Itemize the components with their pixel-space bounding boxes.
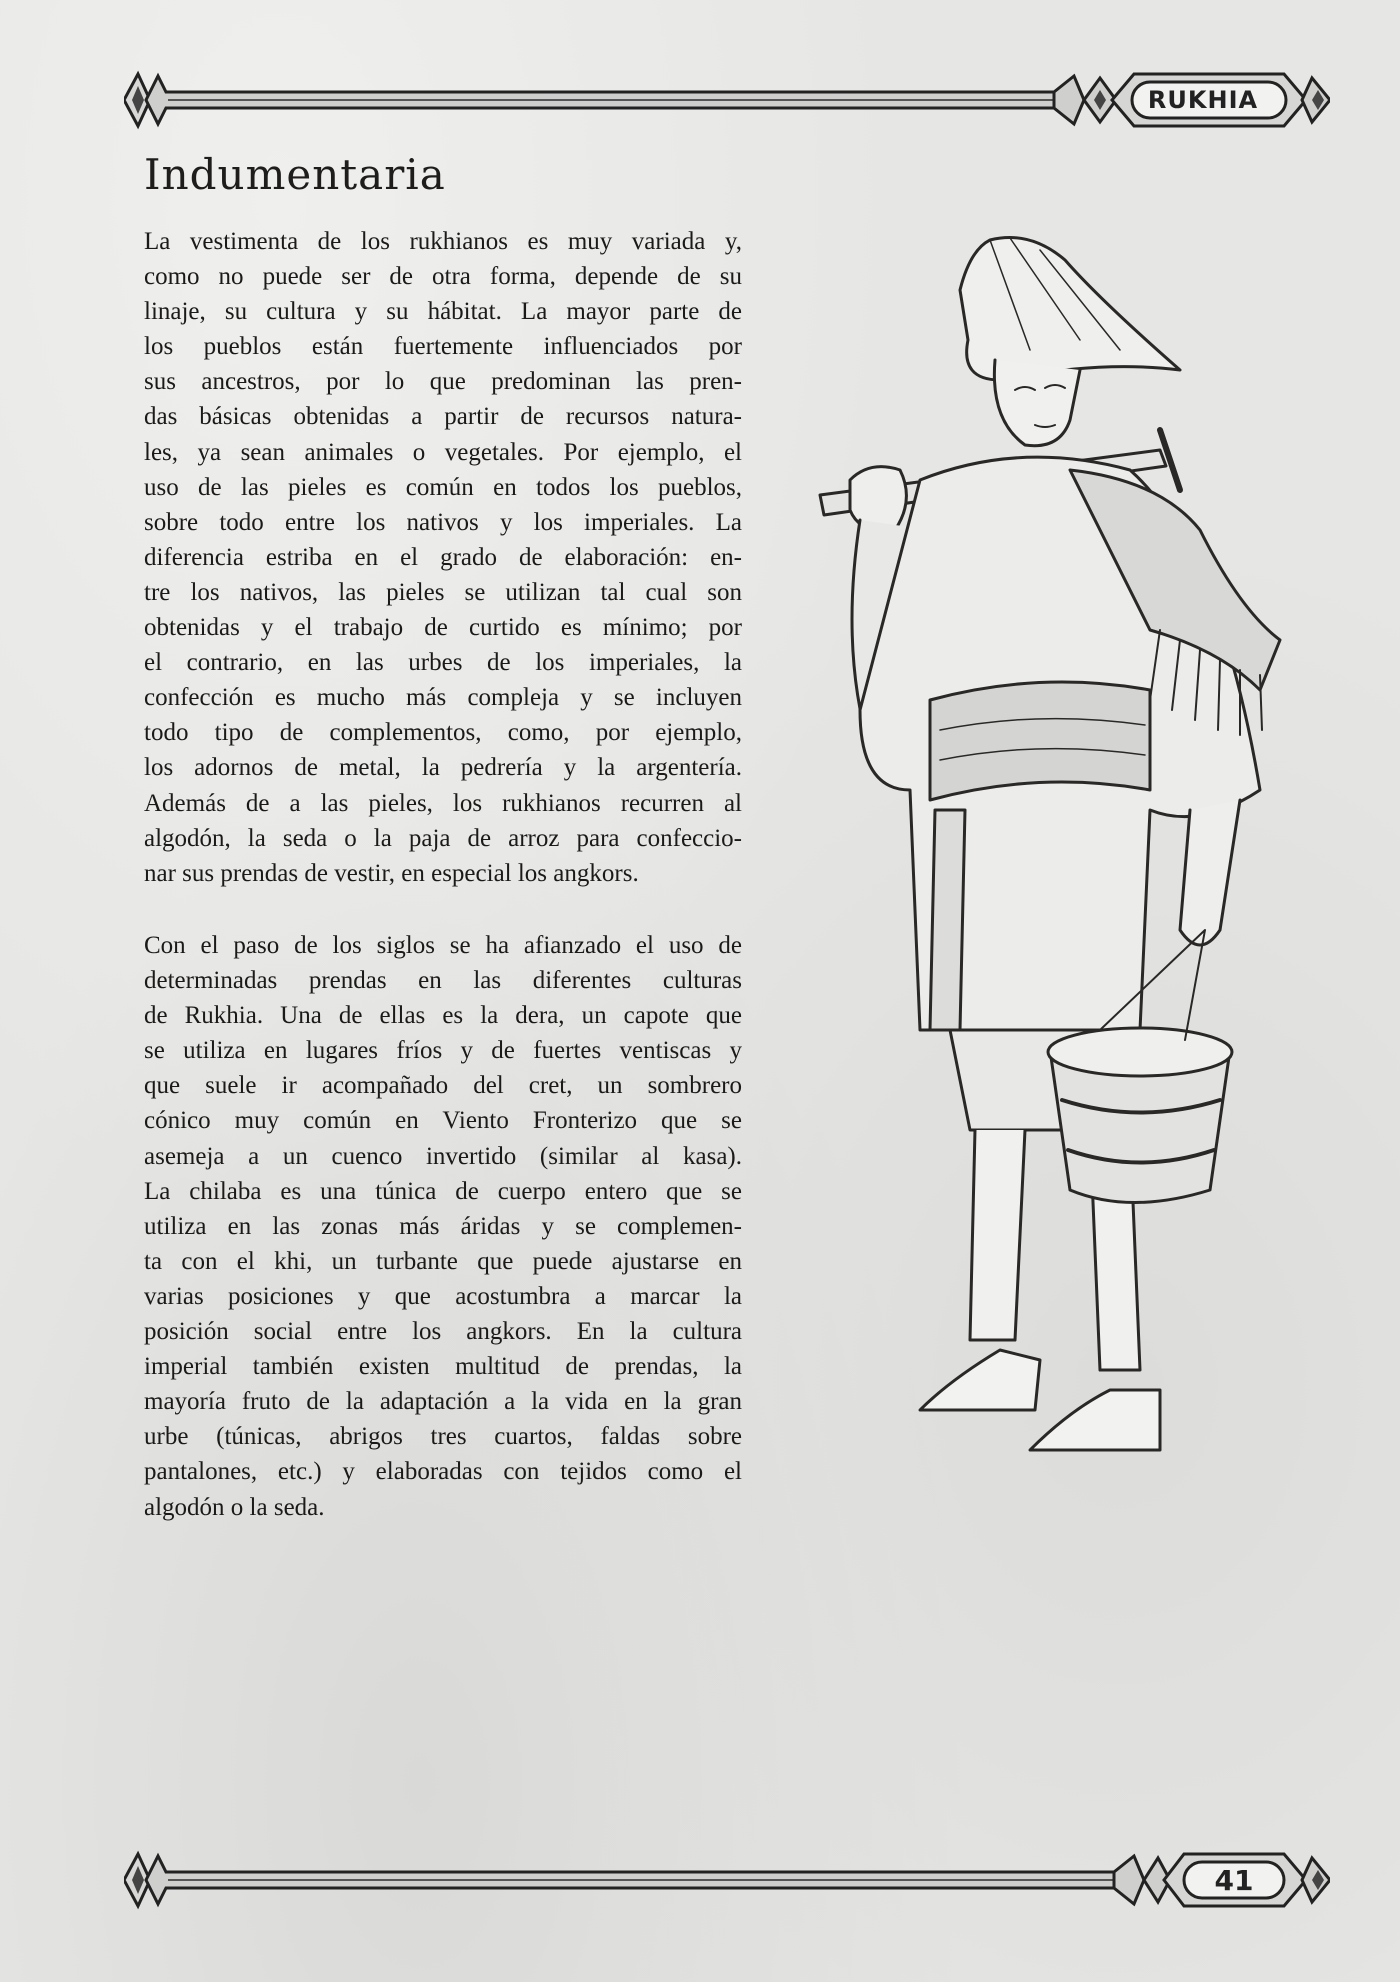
text-line: confección es mucho más compleja y se incluyen	[144, 684, 742, 712]
text-line: varias posiciones y que acostumbra a marcar la	[144, 1282, 742, 1310]
text-line: cónico muy común en Viento Fronterizo que se	[144, 1107, 742, 1135]
text-line: algodón, la seda o la paja de arroz para confeccio-	[144, 824, 742, 852]
text-line: linaje, su cultura y su hábitat. La mayor parte de	[144, 298, 742, 326]
text-line: los adornos de metal, la pedrería y la argentería.	[144, 754, 742, 782]
text-line: diferencia estriba en el grado de elaboración: en-	[144, 543, 742, 571]
footer-ornament-bar	[124, 1850, 1330, 1910]
section-title: Indumentaria	[144, 150, 446, 199]
text-line: La chilaba es una túnica de cuerpo entero que se	[144, 1177, 742, 1205]
text-line: sobre todo entre los nativos y los imperiales. La	[144, 508, 742, 536]
text-line: uso de las pieles es común en todos los pueblos,	[144, 473, 742, 501]
page-number: 41	[1214, 1864, 1254, 1897]
text-line: los pueblos están fuertemente influenciados por	[144, 333, 742, 361]
text-line: posición social entre los angkors. En la cultura	[144, 1318, 742, 1346]
text-line: utiliza en las zonas más áridas y se complemen-	[144, 1212, 742, 1240]
text-line: Con el paso de los siglos se ha afianzado el uso de	[144, 932, 742, 959]
text-line: sus ancestros, por lo que predominan las pren-	[144, 368, 742, 396]
text-line: pantalones, etc.) y elaboradas con tejidos como el	[144, 1458, 742, 1486]
text-line: como no puede ser de otra forma, depende de su	[144, 263, 742, 291]
text-line: Además de a las pieles, los rukhianos recurren al	[144, 789, 742, 817]
text-line: de Rukhia. Una de ellas es la dera, un capote que	[144, 1002, 742, 1030]
text-line: asemeja a un cuenco invertido (similar al kasa).	[144, 1142, 742, 1170]
text-line: urbe (túnicas, abrigos tres cuartos, faldas sobre	[144, 1423, 742, 1451]
body-paragraph-2	[144, 928, 742, 1525]
text-line: algodón o la seda.	[144, 1493, 325, 1521]
running-head-chapter: RUKHIA	[1147, 86, 1259, 114]
body-paragraph-1	[144, 224, 742, 891]
text-line: el contrario, en las urbes de los imperiales, la	[144, 649, 742, 677]
text-line: les, ya sean animales o vegetales. Por ejemplo, el	[144, 438, 742, 466]
text-line: obtenidas y el trabajo de curtido es mínimo; por	[144, 614, 742, 642]
text-line: determinadas prendas en las diferentes culturas	[144, 967, 742, 995]
text-line: La vestimenta de los rukhianos es muy variada y,	[144, 228, 742, 255]
text-line: todo tipo de complementos, como, por ejemplo,	[144, 719, 742, 747]
text-line: se utiliza en lugares fríos y de fuertes ventiscas y	[144, 1037, 742, 1065]
text-line: nar sus prendas de vestir, en especial los angkors.	[144, 859, 639, 887]
text-line: imperial también existen multitud de prendas, la	[144, 1353, 742, 1381]
text-line: ta con el khi, un turbante que puede ajustarse en	[144, 1247, 742, 1275]
text-line: que suele ir acompañado del cret, un sombrero	[144, 1072, 742, 1100]
text-line: mayoría fruto de la adaptación a la vida en la gran	[144, 1388, 742, 1416]
character-illustration	[800, 230, 1310, 1480]
text-line: das básicas obtenidas a partir de recursos natura-	[144, 403, 742, 431]
text-line: tre los nativos, las pieles se utilizan tal cual son	[144, 578, 742, 606]
